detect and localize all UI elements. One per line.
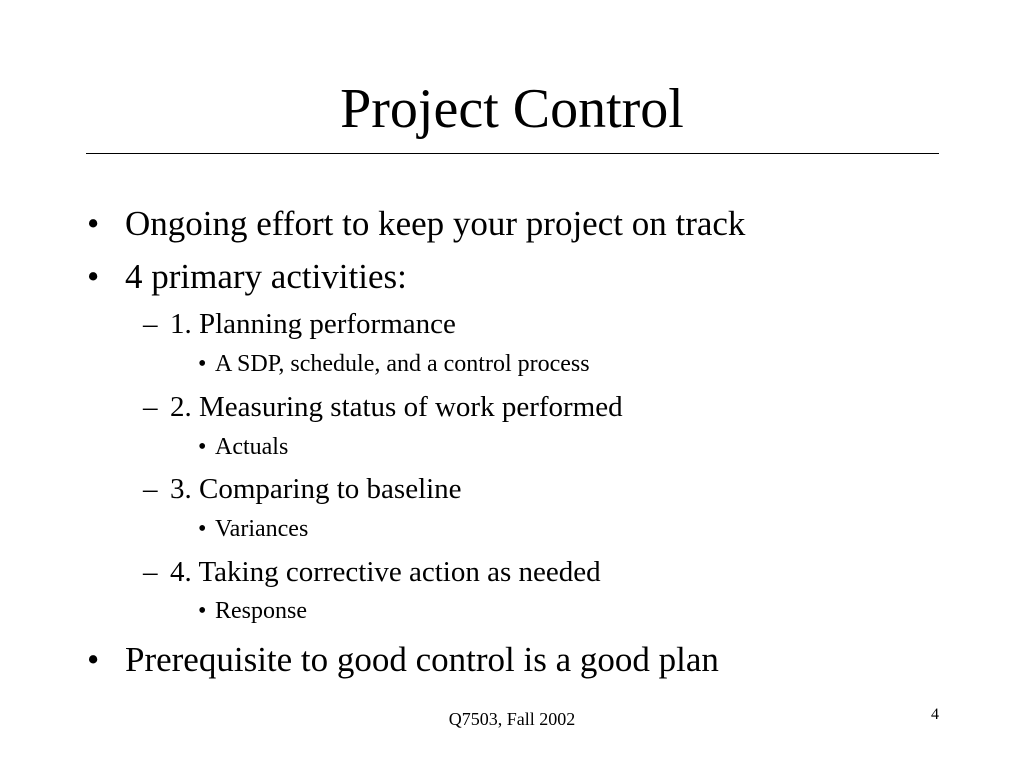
bullet-item (87, 257, 407, 297)
bullet-marker: • (87, 204, 100, 243)
dash-marker: – (143, 473, 158, 505)
bullet-marker: • (87, 640, 100, 679)
bullet-text: 4 primary activities: (125, 257, 407, 296)
sub-sub-bullet-item (198, 433, 289, 461)
dash-marker: – (143, 391, 158, 423)
slide-page-number: 4 (931, 706, 939, 723)
bullet-marker: • (87, 257, 100, 296)
sub-sub-bullet-item (198, 597, 307, 625)
dash-marker: – (143, 308, 158, 340)
sub-sub-bullet-text: Actuals (215, 434, 289, 460)
dash-marker: – (143, 556, 158, 588)
sub-sub-bullet-text: Response (215, 598, 307, 624)
bullet-text: Prerequisite to good control is a good plan (125, 640, 719, 679)
bullet-marker: • (198, 351, 207, 377)
sub-bullet-item (143, 307, 456, 341)
slide-title: Project Control (340, 78, 684, 140)
sub-sub-bullet-text: A SDP, schedule, and a control process (215, 351, 590, 377)
sub-bullet-text: 4. Taking corrective action as needed (170, 556, 601, 588)
bullet-marker: • (198, 598, 207, 624)
sub-bullet-item (143, 390, 623, 424)
bullet-text: Ongoing effort to keep your project on track (125, 204, 746, 243)
bullet-item (87, 640, 719, 680)
sub-sub-bullet-item (198, 515, 309, 543)
sub-bullet-text: 1. Planning performance (170, 308, 456, 340)
sub-bullet-item (143, 472, 462, 506)
slide-footer: Q7503, Fall 2002 (448, 709, 576, 729)
bullet-marker: • (198, 516, 207, 542)
bullet-item (87, 204, 746, 244)
sub-bullet-text: 3. Comparing to baseline (170, 473, 462, 505)
sub-bullet-text: 2. Measuring status of work performed (170, 391, 623, 423)
bullet-marker: • (198, 434, 207, 460)
sub-bullet-item (143, 555, 601, 589)
sub-sub-bullet-text: Variances (215, 516, 309, 542)
sub-sub-bullet-item (198, 350, 590, 378)
title-divider (86, 153, 939, 154)
